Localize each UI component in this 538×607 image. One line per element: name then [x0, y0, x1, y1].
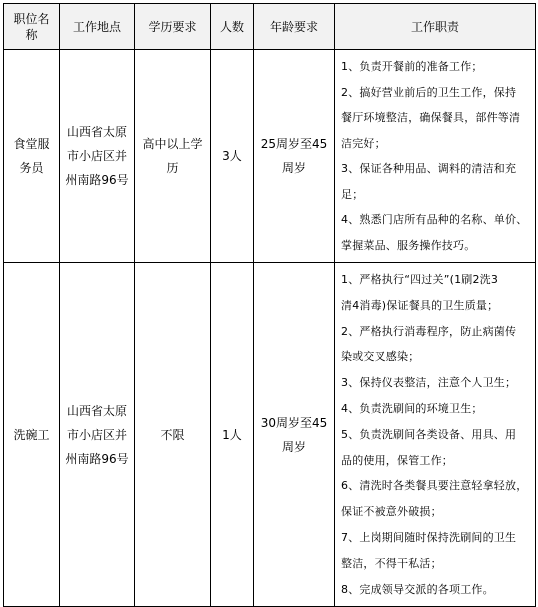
cell-education: 高中以上学历: [135, 50, 211, 263]
duty-line: 4、熟悉门店所有品种的名称、单价、: [341, 213, 528, 226]
duty-line: 2、搞好营业前后的卫生工作，保持: [341, 85, 517, 99]
cell-count: 3人: [211, 50, 254, 263]
duty-line: 保证不被意外破损；: [341, 505, 442, 519]
duty-line: 足；: [341, 187, 364, 201]
cell-location: 山西省太原市小店区并州南路96号: [60, 263, 135, 607]
header-position: 职位名称: [4, 4, 60, 50]
duty-line: 7、上岗期间随时保持洗刷间的卫生: [341, 530, 517, 544]
header-age: 年龄要求: [254, 4, 335, 50]
table-row: [4, 50, 536, 263]
duty-line: 1、负责开餐前的准备工作；: [341, 60, 483, 73]
cell-age: 30周岁至45周岁: [254, 263, 335, 607]
cell-duties: [335, 263, 536, 607]
header-location: 工作地点: [60, 4, 135, 50]
duty-line: 6、清洗时各类餐具要注意轻拿轻放，: [341, 479, 528, 493]
job-table: [3, 3, 536, 607]
duty-line: 清4消毒)保证餐具的卫生质量；: [341, 298, 499, 312]
duty-line: 洁完好；: [341, 136, 386, 150]
table-row: [4, 263, 536, 607]
header-count: 人数: [211, 4, 254, 50]
cell-duties: [335, 50, 536, 263]
duty-line: 餐厅环境整洁，确保餐具，部件等清: [341, 111, 521, 124]
duty-line: 整洁，不得干私活；: [341, 556, 442, 570]
duty-line: 5、负责洗刷间各类设备、用具、用: [341, 427, 517, 441]
duty-line: 3、保证各种用品、调料的清洁和充: [341, 162, 517, 175]
duty-line: 掌握菜品、服务操作技巧。: [341, 238, 476, 252]
cell-position: 洗碗工: [4, 263, 60, 607]
cell-location: 山西省太原市小店区并州南路96号: [60, 50, 135, 263]
cell-age: 25周岁至45周岁: [254, 50, 335, 263]
duty-line: 8、完成领导交派的各项工作。: [341, 582, 494, 596]
duty-line: 染或交叉感染；: [341, 350, 420, 364]
cell-position: 食堂服务员: [4, 50, 60, 263]
duty-line: 4、负责洗刷间的环境卫生；: [341, 401, 483, 415]
duty-line: 2、严格执行消毒程序，防止病菌传: [341, 324, 517, 338]
header-education: 学历要求: [135, 4, 211, 50]
cell-count: 1人: [211, 263, 254, 607]
duty-line: 1、严格执行“四过关”(1刷2洗3: [341, 273, 499, 286]
duty-line: 品的使用，保管工作；: [341, 453, 453, 467]
cell-education: 不限: [135, 263, 211, 607]
table-header-row: [4, 4, 536, 50]
header-duties: 工作职责: [335, 4, 536, 50]
duty-line: 3、保持仪表整洁，注意个人卫生；: [341, 376, 517, 390]
